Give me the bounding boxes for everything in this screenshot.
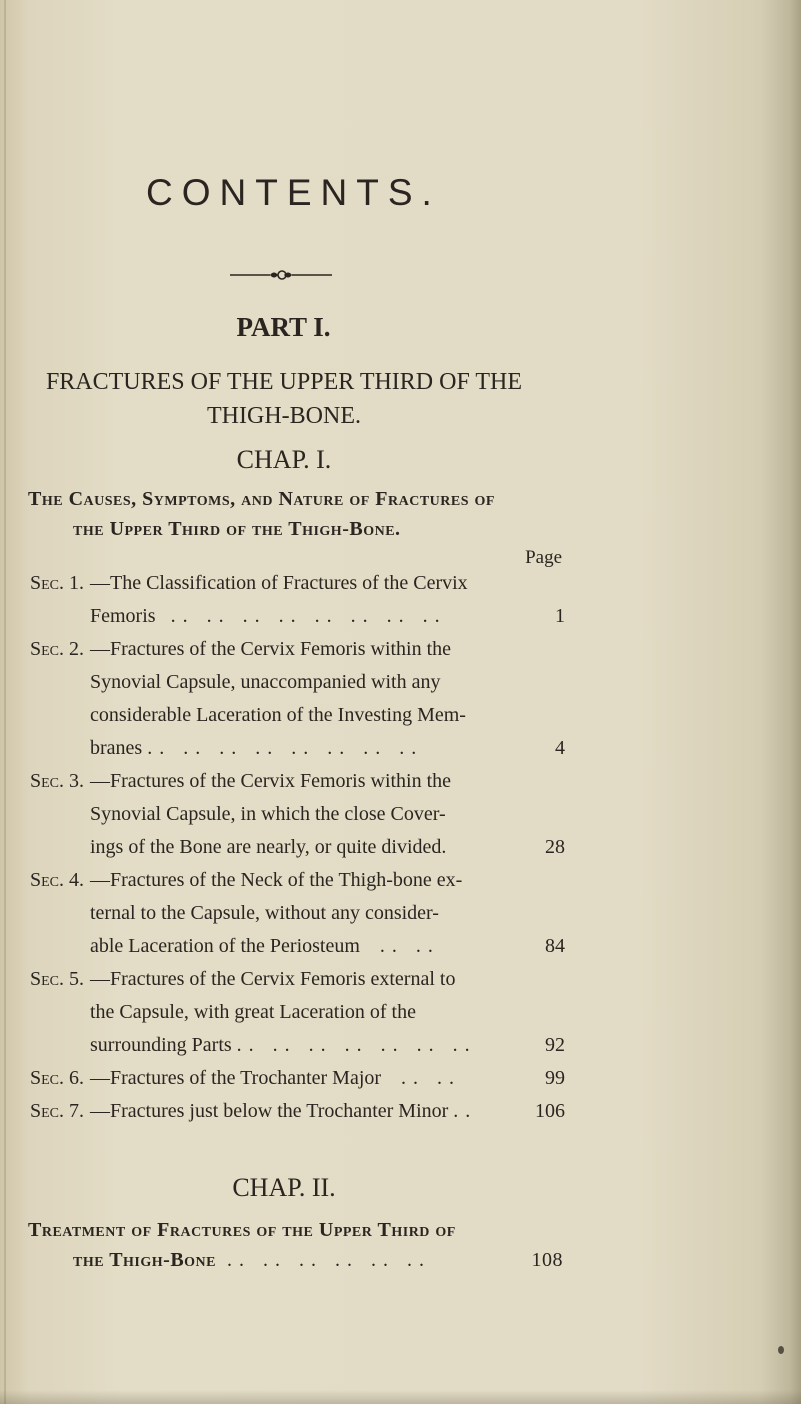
entry-line: branes	[90, 737, 143, 759]
toc-entry[interactable]	[30, 567, 565, 633]
leader-dots: .. .. .. .. .. ..	[227, 1249, 431, 1271]
leader-dots: .. ..	[401, 1067, 462, 1089]
entry-line: the Capsule, with great Laceration of the	[90, 1001, 416, 1023]
entry-line: Femoris	[90, 605, 156, 627]
chapter-2-title[interactable]	[28, 1215, 563, 1275]
entry-line: surrounding Parts	[90, 1034, 232, 1056]
page-number: 106	[535, 1100, 565, 1122]
page-number: 28	[545, 836, 565, 858]
entry-line: —Fractures of the Neck of the Thigh-bone ex-	[90, 869, 463, 891]
toc-entry[interactable]	[30, 1095, 565, 1128]
part-title-line: FRACTURES OF THE UPPER THIRD OF THE	[45, 369, 523, 395]
entry-line: —The Classification of Fractures of the Cervix	[90, 572, 468, 594]
leader-dots: .. ..	[379, 935, 440, 957]
entry-line: —Fractures of the Cervix Femoris within the	[90, 638, 452, 660]
page-column-label: Page	[525, 547, 562, 568]
contents-heading: CONTENTS.	[146, 172, 441, 213]
chapter-1-title-line: The Causes, Symptoms, and Nature of Fractures of	[28, 488, 495, 510]
toc-entry[interactable]	[30, 633, 565, 765]
section-label: Sec. 4.	[30, 869, 85, 891]
part-title-line: THIGH-BONE.	[207, 403, 361, 429]
leader-dots: .. .. .. .. .. .. .. ..	[147, 737, 424, 759]
section-label: Sec. 3.	[30, 770, 85, 792]
entry-line: ternal to the Capsule, without any consider-	[90, 902, 439, 924]
page-number: 84	[545, 935, 565, 957]
page-number: 108	[531, 1249, 563, 1271]
toc-entry[interactable]	[30, 765, 565, 864]
leader-dots: .. .. .. .. .. .. .. ..	[170, 605, 447, 627]
chapter-1-label: CHAP. I.	[236, 445, 332, 474]
entry-line: —Fractures of the Cervix Femoris within the	[90, 770, 452, 792]
ink-mark	[778, 1346, 784, 1354]
section-label: Sec. 6.	[30, 1067, 85, 1089]
chapter-1-title	[28, 484, 548, 544]
entry-line: considerable Laceration of the Investing Mem-	[90, 704, 466, 726]
entry-line: —Fractures of the Trochanter Major	[90, 1067, 382, 1089]
entry-line: —Fractures just below the Trochanter Minor	[90, 1100, 449, 1122]
page-number: 1	[555, 605, 565, 627]
chapter-1-title-line: the Upper Third of the Thigh-Bone.	[73, 518, 401, 540]
entry-line: ings of the Bone are nearly, or quite divided.	[90, 836, 447, 858]
part-title	[0, 365, 568, 433]
section-label: Sec. 2.	[30, 638, 85, 660]
chapter-2-label: CHAP. II.	[232, 1173, 336, 1202]
entry-line: —Fractures of the Cervix Femoris external to	[90, 968, 456, 990]
leader-dots: ..	[453, 1100, 478, 1122]
page-number: 92	[545, 1034, 565, 1056]
entry-line: Synovial Capsule, in which the close Cover-	[90, 803, 446, 825]
chapter-2-title-line: Treatment of Fractures of the Upper Third of	[28, 1219, 456, 1241]
page-edge-shadow	[0, 1390, 801, 1404]
page-number: 4	[555, 737, 565, 759]
page-number: 99	[545, 1067, 565, 1089]
ornament-divider	[226, 268, 336, 282]
section-label: Sec. 1.	[30, 572, 85, 594]
toc-entry[interactable]	[30, 1062, 565, 1095]
part-label: PART I.	[236, 312, 331, 342]
leader-dots: .. .. .. .. .. .. ..	[236, 1034, 477, 1056]
entry-line: able Laceration of the Periosteum	[90, 935, 360, 957]
toc-entry[interactable]	[30, 963, 565, 1062]
toc-entry[interactable]	[30, 864, 565, 963]
chapter-2-title-line: the Thigh-Bone	[73, 1249, 216, 1271]
entry-line: Synovial Capsule, unaccompanied with any	[90, 671, 441, 693]
section-label: Sec. 5.	[30, 968, 85, 990]
section-label: Sec. 7.	[30, 1100, 85, 1122]
